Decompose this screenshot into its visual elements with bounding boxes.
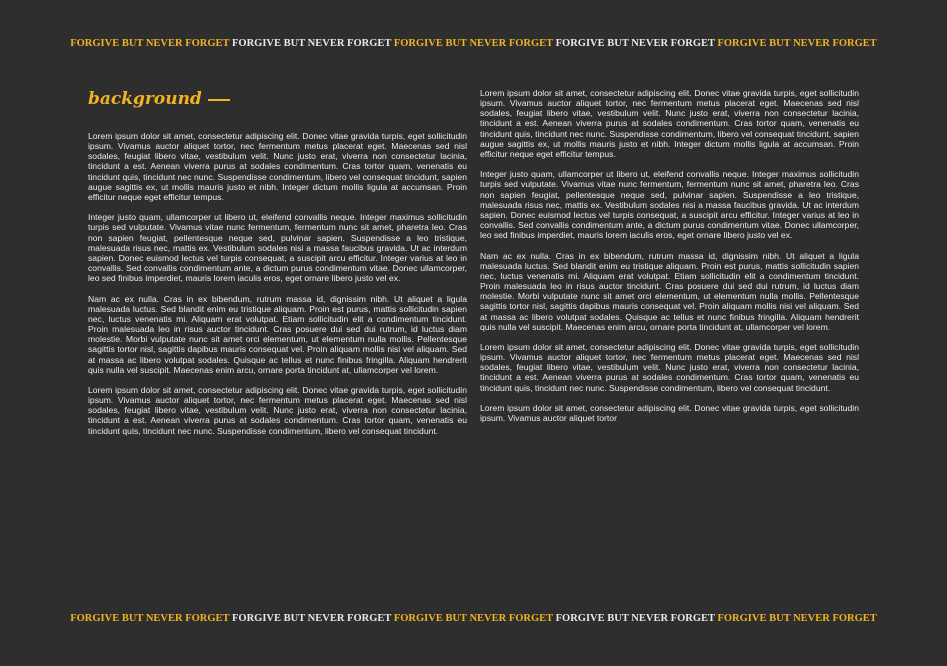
heading-dash bbox=[208, 99, 230, 101]
paragraph: Integer justo quam, ullamcorper ut libero ut, eleifend convallis neque. Integer maximus sollicitudin turpis sed vulputate. Vivamus vitae nunc fermentum, fermentum nunc sit amet, pharetra leo. Cras non sapien feugiat, pellentesque neque sed, pulvinar sapien. Suspendisse a leo tristique, malesuada risus nec, mattis ex. Vestibulum sodales nisi a massa faucibus gravida. Ut ac interdum sapien. Donec euismod lectus vel turpis consequat, a suscipit arcu efficitur. Integer varius at leo in convallis. Sed convallis condimentum ante, a dictum purus condimentum vitae. Donec ullamcorper, leo sed finibus imperdiet, mauris lorem iaculis eros, eget ornare libero justo vel ex. bbox=[88, 212, 467, 284]
banner-phrase: FORGIVE BUT NEVER FORGET bbox=[717, 613, 877, 624]
paragraph: Lorem ipsum dolor sit amet, consectetur adipiscing elit. Donec vitae gravida turpis, eget sollicitudin ipsum. Vivamus auctor aliquet tortor, nec fermentum metus placerat eget. Maecenas sed nisl sodales, feugiat libero vitae, vestibulum velit. Nunc justo erat, viverra non consectetur lacinia, tincidunt a est. Aenean viverra purus at sodales condimentum. Cras tortor quam, venenatis eu tincidunt quis, tincidunt nec nunc. Suspendisse condimentum, libero vel consequat tincidunt, sapien augue sagittis ex, ut mollis mauris justo et nibh. Integer dictum mollis ligula at accumsan. Proin efficitur neque eget efficitur tempus. bbox=[88, 131, 467, 202]
paragraph: Lorem ipsum dolor sit amet, consectetur adipiscing elit. Donec vitae gravida turpis, eget sollicitudin ipsum. Vivamus auctor aliquet tortor, nec fermentum metus placerat eget. Maecenas sed nisl sodales, feugiat libero vitae, vestibulum velit. Nunc justo erat, viverra non consectetur lacinia, tincidunt a est. Aenean viverra purus at sodales condimentum. Cras tortor quam, venenatis eu tincidunt quis, tincidunt nec nunc. Suspendisse condimentum, libero vel consequat tincidunt. bbox=[88, 385, 467, 436]
banner-phrase: FORGIVE BUT NEVER FORGET bbox=[393, 38, 553, 49]
paragraph: Lorem ipsum dolor sit amet, consectetur adipiscing elit. Donec vitae gravida turpis, eget sollicitudin ipsum. Vivamus auctor aliquet tortor bbox=[480, 402, 859, 424]
left-column bbox=[88, 88, 467, 446]
banner-phrase: FORGIVE BUT NEVER FORGET bbox=[393, 613, 553, 624]
section-heading bbox=[88, 88, 467, 110]
paragraph: Nam ac ex nulla. Cras in ex bibendum, rutrum massa id, dignissim nibh. Ut aliquet a ligula malesuada luctus. Sed blandit enim eu tristique aliquam. Proin est purus, mattis sollicitudin sapien nec, luctus venenatis mi. Aliquam erat volutpat. Etiam sollicitudin elit a condimentum tincidunt. Proin malesuada leo in risus auctor tincidunt. Cras posuere dui sed dui rutrum, id luctus diam molestie. Morbi vulputate nunc sit amet orci elementum, ut elementum nulla mollis. Pellentesque sagittis tortor nisl, sagittis dapibus mauris consequat vel. Proin aliquam mollis nisi vel aliquam. Sed at massa ac libero volutpat sodales. Quisque ac tellus et nunc finibus fringilla. Aliquam hendrerit quis nulla vel suscipit. Maecenas enim arcu, ornare porta tincidunt at, ullamcorper vel lorem. bbox=[88, 293, 467, 375]
banner-phrase: FORGIVE BUT NEVER FORGET bbox=[70, 613, 230, 624]
paragraph: Lorem ipsum dolor sit amet, consectetur adipiscing elit. Donec vitae gravida turpis, eget sollicitudin ipsum. Vivamus auctor aliquet tortor, nec fermentum metus placerat eget. Maecenas sed nisl sodales, feugiat libero vitae, vestibulum velit. Nunc justo erat, viverra non consectetur lacinia, tincidunt a est. Aenean viverra purus at sodales condimentum. Cras tortor quam, venenatis eu tincidunt quis, tincidunt nec nunc. Suspendisse condimentum, libero vel consequat tincidunt, sapien augue sagittis ex, ut mollis mauris justo et nibh. Integer dictum mollis ligula at accumsan. Proin efficitur neque eget efficitur tempus. bbox=[480, 88, 859, 159]
banner-phrase: FORGIVE BUT NEVER FORGET bbox=[555, 613, 715, 624]
bottom-banner bbox=[0, 613, 947, 624]
right-column bbox=[480, 88, 859, 433]
paragraph: Integer justo quam, ullamcorper ut libero ut, eleifend convallis neque. Integer maximus sollicitudin turpis sed vulputate. Vivamus vitae nunc fermentum, fermentum nunc sit amet, pharetra leo. Cras non sapien feugiat, pellentesque neque sed, pulvinar sapien. Suspendisse a leo tristique, malesuada risus nec, mattis ex. Vestibulum sodales nisi a massa faucibus gravida. Ut ac interdum sapien. Donec euismod lectus vel turpis consequat, a suscipit arcu efficitur. Integer varius at leo in convallis. Sed convallis condimentum ante, a dictum purus condimentum vitae. Donec ullamcorper, leo sed finibus imperdiet, mauris lorem iaculis eros, eget ornare libero justo vel ex. bbox=[480, 169, 859, 241]
paragraph: Nam ac ex nulla. Cras in ex bibendum, rutrum massa id, dignissim nibh. Ut aliquet a ligula malesuada luctus. Sed blandit enim eu tristique aliquam. Proin est purus, mattis sollicitudin sapien nec, luctus venenatis mi. Aliquam erat volutpat. Etiam sollicitudin elit a condimentum tincidunt. Proin malesuada leo in risus auctor tincidunt. Cras posuere dui sed dui rutrum, id luctus diam molestie. Morbi vulputate nunc sit amet orci elementum, ut elementum nulla mollis. Pellentesque sagittis tortor nisl, sagittis dapibus mauris consequat vel. Proin aliquam mollis nisi vel aliquam. Sed at massa ac libero volutpat sodales. Quisque ac tellus et nunc finibus fringilla. Aliquam hendrerit quis nulla vel suscipit. Maecenas enim arcu, ornare porta tincidunt at, ullamcorper vel lorem. bbox=[480, 250, 859, 332]
banner-phrase: FORGIVE BUT NEVER FORGET bbox=[232, 613, 392, 624]
top-banner bbox=[0, 38, 947, 49]
paragraph: Lorem ipsum dolor sit amet, consectetur adipiscing elit. Donec vitae gravida turpis, eget sollicitudin ipsum. Vivamus auctor aliquet tortor, nec fermentum metus placerat eget. Maecenas sed nisl sodales, feugiat libero vitae, vestibulum velit. Nunc justo erat, viverra non consectetur lacinia, tincidunt a est. Aenean viverra purus at sodales condimentum. Cras tortor quam, venenatis eu tincidunt quis, tincidunt nec nunc. Suspendisse condimentum, libero vel consequat tincidunt. bbox=[480, 342, 859, 393]
banner-phrase: FORGIVE BUT NEVER FORGET bbox=[70, 38, 230, 49]
banner-phrase: FORGIVE BUT NEVER FORGET bbox=[232, 38, 392, 49]
heading-text: background bbox=[88, 89, 202, 109]
banner-phrase: FORGIVE BUT NEVER FORGET bbox=[555, 38, 715, 49]
banner-phrase: FORGIVE BUT NEVER FORGET bbox=[717, 38, 877, 49]
